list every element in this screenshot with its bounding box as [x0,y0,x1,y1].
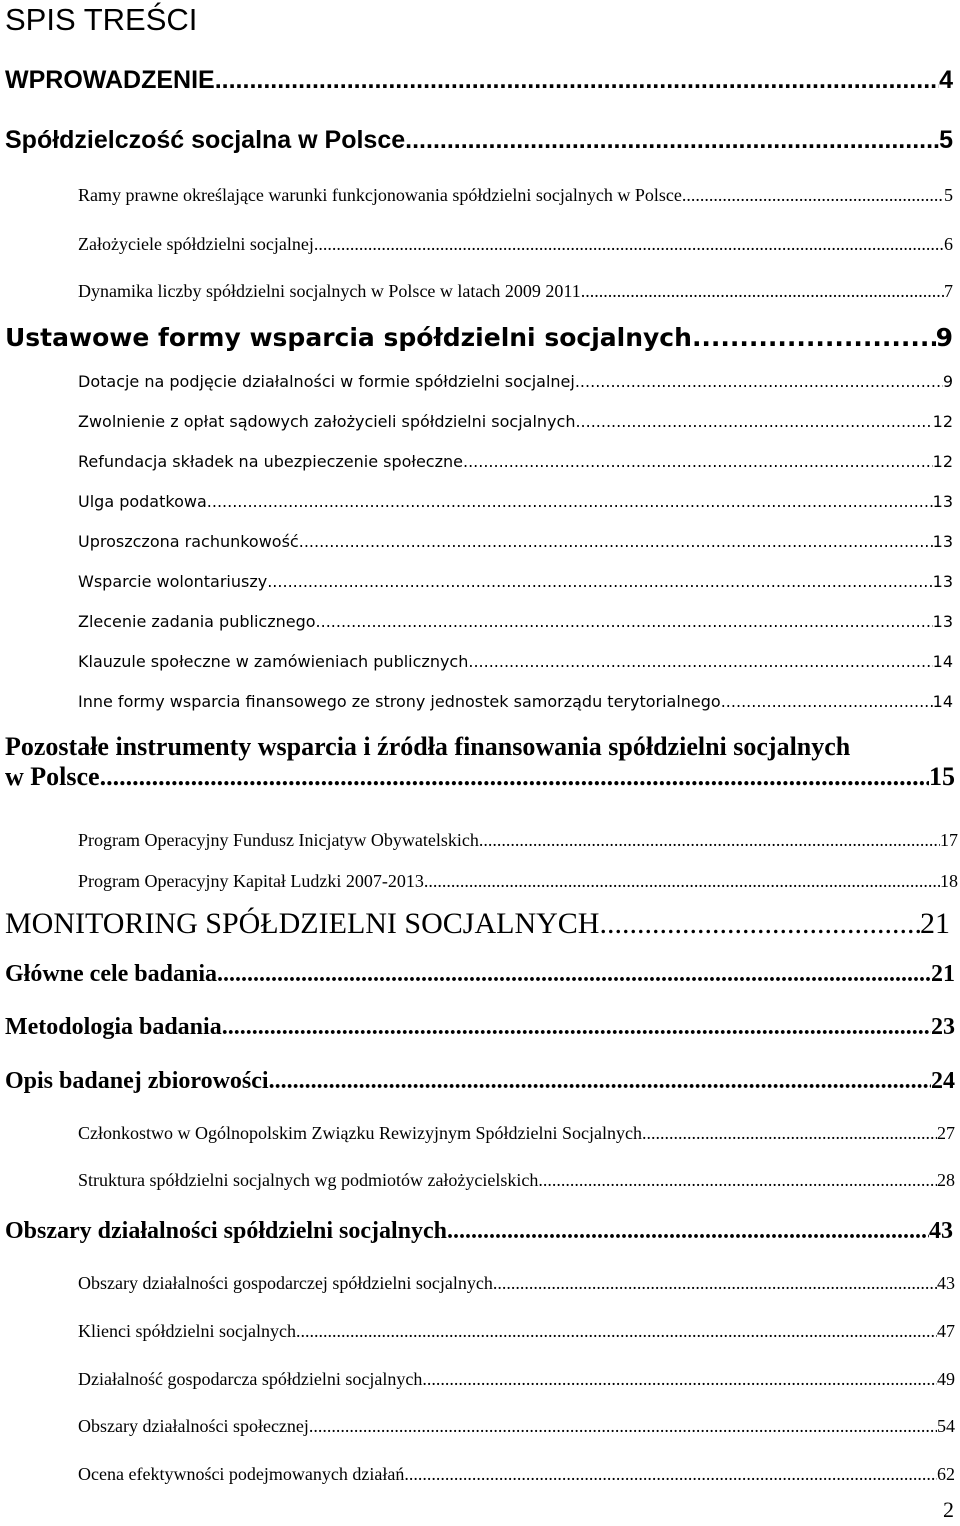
toc-page-number: 6 [944,234,953,254]
toc-page-number: 15 [929,762,955,791]
toc-page-number: 23 [931,1014,955,1040]
toc-leader-dots [424,871,940,892]
toc-leader-dots [479,830,940,851]
toc-leader-dots [493,1273,937,1294]
toc-leader-dots [463,452,933,471]
toc-entry-title: Ustawowe formy wsparcia spółdzielni socjalnych [5,323,692,352]
toc-entry-title: Metodologia badania [5,1014,222,1040]
toc-entry-title: Dynamika liczby spółdzielni socjalnych w Polsce w latach 2009 2011 [78,281,581,301]
toc-entry[interactable] [78,185,953,206]
toc-entry-title: Działalność gospodarcza spółdzielni socjalnych [78,1369,423,1389]
toc-page-number: 27 [937,1123,955,1143]
toc-entry-title: Program Operacyjny Fundusz Inicjatyw Obywatelskich [78,830,479,850]
toc-leader-dots [222,1014,931,1041]
toc-entry[interactable] [78,572,953,591]
toc-entry[interactable] [78,492,953,511]
toc-entry-title: Zwolnienie z opłat sądowych założycieli spółdzielni socjalnych [78,412,576,431]
toc-title: SPIS TREŚCI [5,2,198,37]
toc-page-number: 21 [931,961,955,987]
toc-page-number: 13 [932,492,953,511]
toc-entry[interactable] [78,281,953,302]
toc-page-number: 47 [937,1321,955,1341]
toc-page-number: 21 [920,907,950,940]
toc-leader-dots [100,762,929,792]
toc-entry-title: Uproszczona rachunkowość [78,532,299,551]
toc-page-number: 17 [940,830,958,850]
toc-entry-title: Obszary działalności społecznej [78,1416,309,1436]
toc-entry[interactable] [5,126,953,155]
toc-leader-dots [599,907,920,941]
toc-entry-title: Zlecenie zadania publicznego [78,612,316,631]
toc-entry[interactable] [5,907,950,941]
toc-entry[interactable] [78,532,953,551]
toc-entry[interactable] [78,412,953,431]
toc-page-number: 43 [929,1218,953,1244]
toc-entry-title: Klienci spółdzielni socjalnych [78,1321,296,1341]
toc-entry-title: Spółdzielczość socjalna w Polsce [5,126,406,154]
toc-entry[interactable] [78,652,953,671]
toc-entry[interactable] [78,612,953,631]
toc-page-number: 28 [937,1170,955,1190]
toc-entry-title: WPROWADZENIE [5,66,215,94]
toc-page-number: 13 [932,572,953,591]
toc-leader-dots [316,612,933,631]
toc-entry[interactable] [5,323,953,352]
toc-entry-title: Obszary działalności gospodarczej spółdzielni socjalnych [78,1273,493,1293]
toc-leader-dots [575,412,932,431]
toc-leader-dots [575,372,943,391]
toc-entry[interactable] [5,732,955,792]
toc-entry-title: Założyciele spółdzielni socjalnej [78,234,314,254]
toc-leader-dots [405,126,939,155]
toc-leader-dots [581,281,944,302]
toc-page-number: 12 [932,412,953,431]
toc-page-number: 4 [939,66,953,94]
toc-page-number: 12 [932,452,953,471]
toc-leader-dots [296,1321,937,1342]
toc-entry-title: Inne formy wsparcia finansowego ze strony jednostek samorządu terytorialnego [78,692,721,711]
toc-entry[interactable] [5,961,955,988]
toc-leader-dots [404,1464,937,1485]
toc-entry-title: Pozostałe instrumenty wsparcia i źródła finansowania spółdzielni socjalnych [5,732,851,761]
toc-entry[interactable] [78,452,953,471]
toc-page-number: 24 [931,1068,955,1094]
toc-page-number: 13 [932,532,953,551]
toc-page-number: 9 [935,323,953,352]
toc-entry-title: Wsparcie wolontariuszy [78,572,268,591]
toc-entry[interactable] [78,692,953,711]
toc-entry[interactable] [5,1218,953,1245]
toc-leader-dots [692,323,936,352]
toc-entry-title: MONITORING SPÓŁDZIELNI SOCJALNYCH [5,907,600,940]
toc-page-number: 18 [940,871,958,891]
toc-page-number: 5 [939,126,953,154]
toc-entry-title: Klauzule społeczne w zamówieniach publicznych [78,652,469,671]
toc-entry-title: Główne cele badania [5,961,218,987]
toc-entry-title: Opis badanej zbiorowości [5,1068,269,1094]
toc-page-number: 14 [932,692,953,711]
toc-page-number: 9 [942,372,953,391]
toc-entry-title: Dotacje na podjęcie działalności w formie spółdzielni socjalnej [78,372,575,391]
toc-entry-title: Ocena efektywności podejmowanych działań [78,1464,405,1484]
toc-leader-dots [314,234,944,255]
toc-entry[interactable] [78,871,958,892]
toc-entry[interactable] [78,1369,955,1390]
toc-leader-dots [207,492,933,511]
toc-leader-dots [682,185,944,206]
toc-leader-dots [215,66,939,95]
toc-leader-dots [269,1068,931,1095]
toc-page-number: 14 [932,652,953,671]
toc-leader-dots [299,532,933,551]
toc-entry[interactable] [78,372,953,391]
toc-leader-dots [468,652,932,671]
toc-entry[interactable] [5,66,953,95]
toc-entry[interactable] [78,1464,955,1485]
toc-entry-title-continued: w Polsce [5,762,100,791]
toc-page-number: 54 [937,1416,955,1436]
toc-leader-dots [309,1416,937,1437]
toc-entry-title: Refundacja składek na ubezpieczenie społeczne [78,452,463,471]
toc-page-number: 49 [937,1369,955,1389]
toc-entry[interactable] [78,1123,955,1144]
toc-entry[interactable] [78,234,953,255]
toc-entry[interactable] [78,1321,955,1342]
toc-entry[interactable] [78,1273,955,1294]
toc-entry-title: Obszary działalności spółdzielni socjalnych [5,1218,448,1244]
toc-leader-dots [538,1170,937,1191]
toc-entry-title: Struktura spółdzielni socjalnych wg podmiotów założycielskich [78,1170,539,1190]
toc-entry-title: Członkostwo w Ogólnopolskim Związku Rewizyjnym Spółdzielni Socjalnych [78,1123,642,1143]
toc-leader-dots [267,572,932,591]
toc-page-number: 5 [944,185,953,205]
toc-entry[interactable] [5,1014,955,1041]
toc-entry-title: Ramy prawne określające warunki funkcjonowania spółdzielni socjalnych w Polsce [78,185,682,205]
toc-entry-title: Program Operacyjny Kapitał Ludzki 2007-2013 [78,871,424,891]
toc-leader-dots [721,692,933,711]
toc-leader-dots [217,961,931,988]
toc-entry-title: Ulga podatkowa [78,492,207,511]
toc-leader-dots [642,1123,937,1144]
toc-page-number: 43 [937,1273,955,1293]
toc-entry[interactable] [78,1416,955,1437]
toc-leader-dots [447,1218,929,1245]
toc-page-number: 7 [944,281,953,301]
toc-page-number: 13 [932,612,953,631]
toc-entry[interactable] [5,1068,955,1095]
toc-page-number: 62 [937,1464,955,1484]
page-number: 2 [943,1497,954,1522]
toc-entry[interactable] [78,1170,955,1191]
toc-entry[interactable] [78,830,958,851]
toc-leader-dots [422,1369,937,1390]
